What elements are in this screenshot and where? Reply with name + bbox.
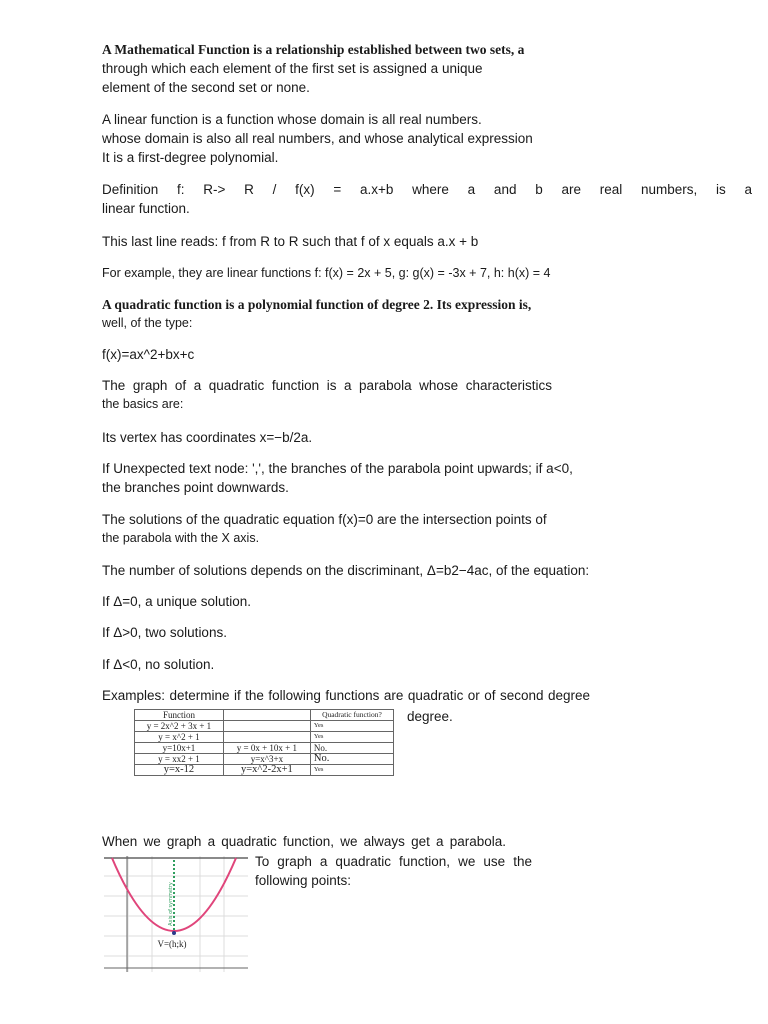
parabola-graph: [104, 856, 248, 972]
table-header: Function: [135, 710, 224, 721]
quadratic-line2: well, of the type:: [102, 316, 193, 330]
table-header: Quadratic function?: [310, 710, 393, 721]
table-row: [135, 754, 394, 765]
table-cell: Yes: [310, 721, 393, 732]
branches-line1: If Unexpected text node: ',', the branches of the parabola point upwards; if a<0,: [102, 461, 573, 476]
examples-paragraph: [102, 686, 590, 705]
delta-positive: If Δ>0, two solutions.: [102, 625, 227, 640]
definition-paragraph: [102, 180, 752, 218]
solutions-line2: the parabola with the X axis.: [102, 531, 260, 545]
definition-line2: linear function.: [102, 201, 190, 216]
examples-line2: degree.: [407, 709, 453, 724]
definition-line1: Definition f: R-> R / f(x) = a.x+b where a and b are real numbers, is a: [102, 182, 752, 197]
graph-points-line2: following points:: [255, 873, 352, 888]
vertex-paragraph: Its vertex has coordinates x=−b/2a.: [102, 430, 313, 445]
table-cell: No.: [310, 743, 393, 754]
axis-of-symmetry-label: Axis of symmetry: [168, 882, 174, 926]
graph-line2: the basics are:: [102, 397, 184, 411]
graph-points-line1: To graph a quadratic function, we use the: [255, 854, 532, 869]
table-cell: Yes: [310, 732, 393, 743]
table-cell: y = x^2 + 1: [135, 732, 224, 743]
quadratic-bold: A quadratic function is a polynomial function of degree 2. Its expression is,: [102, 297, 532, 312]
linear-line2: whose domain is also all real numbers, and whose analytical expression: [102, 131, 533, 146]
table-header: [223, 710, 310, 721]
table-cell: No.: [310, 754, 393, 765]
function-definition-bold: A Mathematical Function is a relationship established between two sets, a: [102, 42, 525, 57]
examples-table: [134, 709, 394, 776]
table-cell: [223, 721, 310, 732]
table-cell: y=10x+1: [135, 743, 224, 754]
table-cell: y=x^2-2x+1: [223, 765, 310, 776]
linear-line1: A linear function is a function whose domain is all real numbers.: [102, 112, 482, 127]
parabola-statement-text: When we graph a quadratic function, we always get a parabola.: [102, 834, 506, 849]
linear-function-paragraph: [102, 110, 533, 167]
table-row: [135, 743, 394, 754]
table-row: [135, 765, 394, 776]
vertex-label: V=(h;k): [157, 939, 187, 949]
table-header-row: [135, 710, 394, 721]
solutions-paragraph: [102, 510, 547, 548]
examples-line1: Examples: determine if the following functions are quadratic or of second degree: [102, 688, 590, 703]
discriminant-paragraph: The number of solutions depends on the discriminant, Δ=b2−4ac, of the equation:: [102, 563, 590, 578]
table-cell: y=x^3+x: [223, 754, 310, 765]
solutions-line1: The solutions of the quadratic equation f(x)=0 are the intersection points of: [102, 512, 547, 527]
delta-zero: If Δ=0, a unique solution.: [102, 594, 251, 609]
graph-paragraph: [102, 376, 552, 414]
linear-line3: It is a first-degree polynomial.: [102, 150, 279, 165]
function-definition-line3: element of the second set or none.: [102, 80, 310, 95]
function-definition: [102, 40, 524, 97]
reads-paragraph: This last line reads: f from R to R such that f of x equals a.x + b: [102, 234, 479, 249]
vertex-point: [172, 931, 176, 935]
branches-line2: the branches point downwards.: [102, 480, 289, 495]
graph-line1: The graph of a quadratic function is a parabola whose characteristics: [102, 378, 552, 393]
table-cell: y = 0x + 10x + 1: [223, 743, 310, 754]
branches-paragraph: [102, 459, 573, 497]
graph-grid: [104, 856, 248, 972]
quadratic-paragraph: [102, 295, 531, 333]
quadratic-formula: f(x)=ax^2+bx+c: [102, 347, 195, 362]
table-cell: y=x-12: [135, 765, 224, 776]
table-cell: y = xx2 + 1: [135, 754, 224, 765]
linear-examples: [102, 263, 550, 283]
table-row: [135, 732, 394, 743]
table-cell: Yes: [310, 765, 393, 776]
table-cell: y = 2x^2 + 3x + 1: [135, 721, 224, 732]
table-cell: [223, 732, 310, 743]
delta-negative: If Δ<0, no solution.: [102, 657, 215, 672]
graph-points-paragraph: [255, 852, 532, 890]
parabola-statement: [102, 832, 506, 851]
function-definition-line2: through which each element of the first set is assigned a unique: [102, 61, 483, 76]
table-row: [135, 721, 394, 732]
linear-examples-text: For example, they are linear functions f: f(x) = 2x + 5, g: g(x) = -3x + 7, h: h(x) = 4: [102, 266, 551, 280]
